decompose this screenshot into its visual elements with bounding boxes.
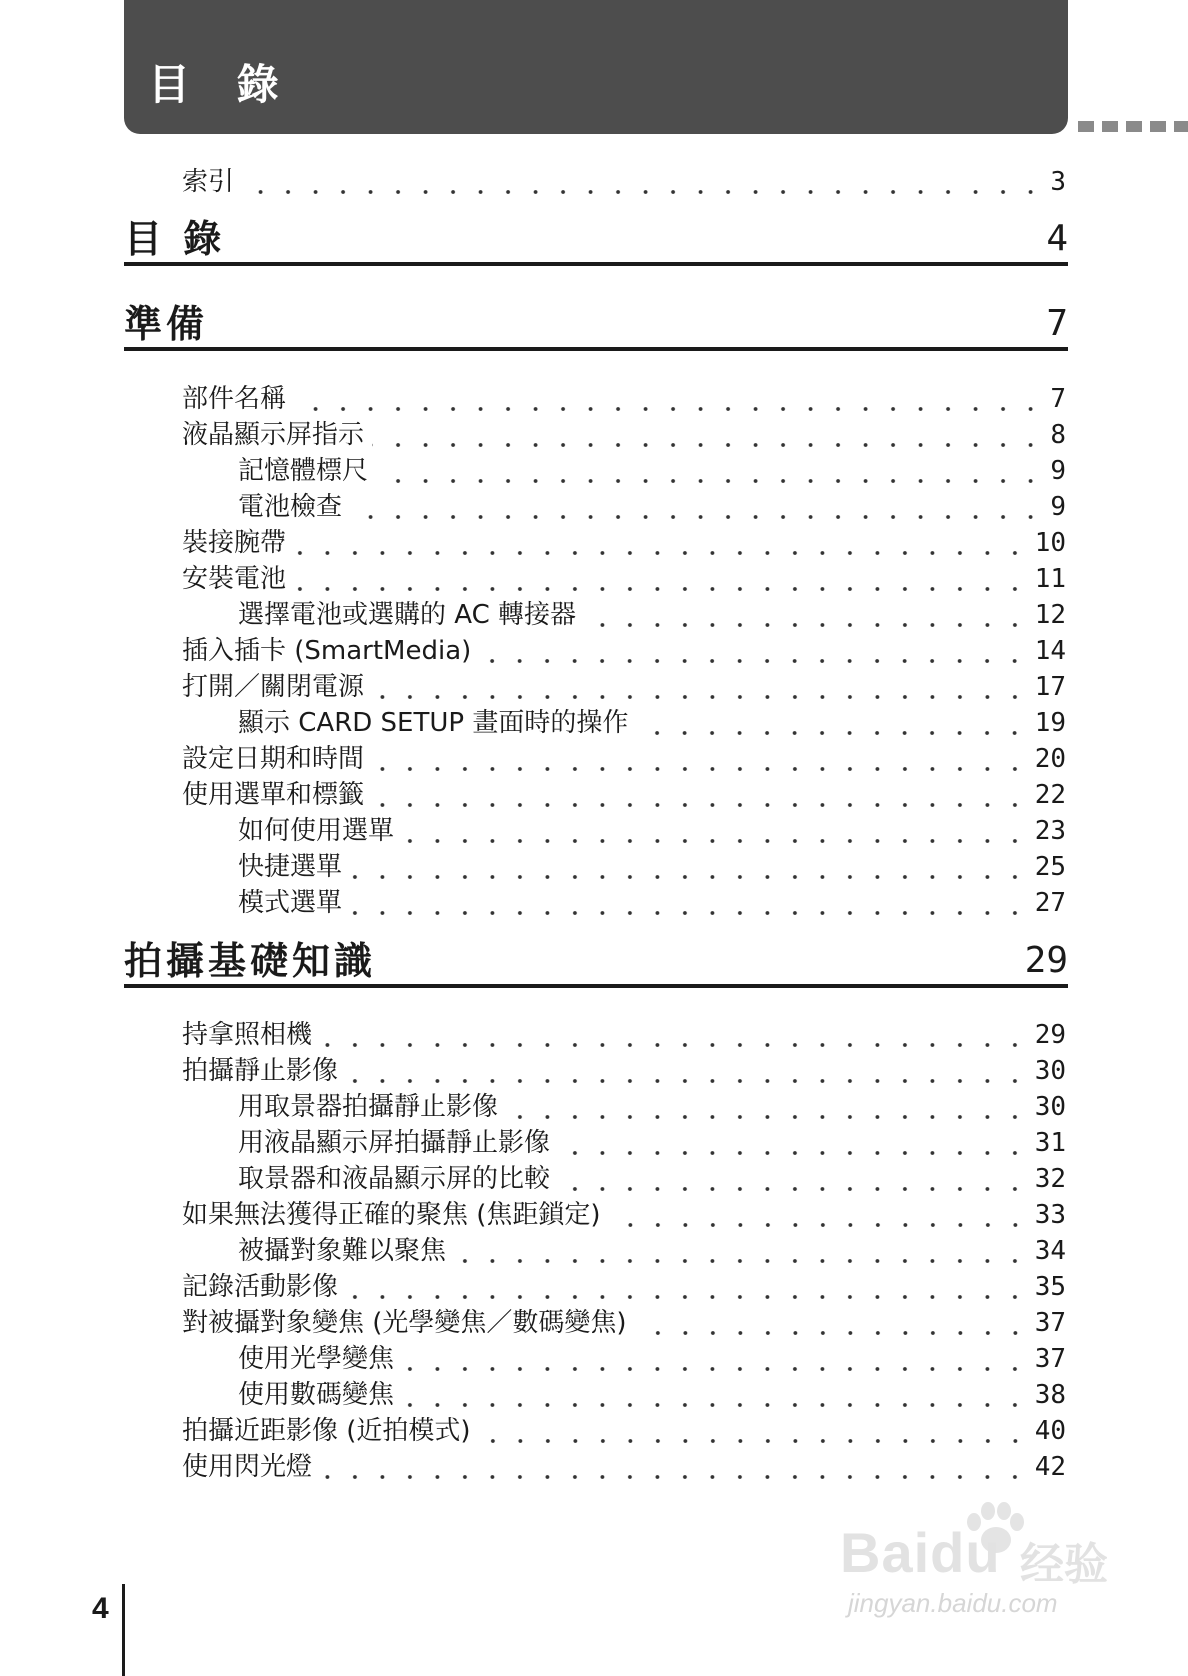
toc-entry[interactable] (182, 382, 1066, 416)
toc-entry-page: 23 (1034, 816, 1066, 846)
toc-entry-index[interactable] (182, 165, 1066, 199)
toc-entry-label: 打開／關閉電源 (182, 672, 365, 702)
leader-dots (346, 1268, 1029, 1302)
toc-entry-label: 選擇電池或選購的 AC 轉接器 (238, 600, 577, 630)
leader-dots (320, 1448, 1029, 1482)
toc-entry-label: 顯示 CARD SETUP 畫面時的操作 (238, 708, 629, 738)
page-number-divider (122, 1584, 125, 1676)
toc-entry[interactable] (182, 670, 1066, 704)
toc-entry-label: 拍攝靜止影像 (182, 1056, 339, 1086)
toc-subentry[interactable] (238, 850, 1066, 884)
toc-entry[interactable] (182, 1054, 1066, 1088)
toc-entry-page: 17 (1034, 672, 1066, 702)
toc-subentry[interactable] (238, 598, 1066, 632)
toc-entry-page: 9 (1050, 456, 1066, 486)
section-heading-shooting-basics[interactable] (124, 936, 1068, 988)
section-page: 4 (1046, 218, 1068, 259)
toc-entry-label: 用液晶顯示屏拍攝靜止影像 (238, 1128, 551, 1158)
leader-dots (635, 1304, 1029, 1338)
toc-subentry[interactable] (238, 1126, 1066, 1160)
toc-entry[interactable] (182, 634, 1066, 668)
toc-entry-page: 25 (1034, 852, 1066, 882)
leader-dots (346, 1052, 1029, 1086)
toc-entry[interactable] (182, 1306, 1066, 1340)
toc-entry-page: 37 (1034, 1308, 1066, 1338)
toc-subentry[interactable] (238, 886, 1066, 920)
toc-entry-page: 20 (1034, 744, 1066, 774)
leader-dots (402, 1376, 1029, 1410)
toc-entry-page: 34 (1034, 1236, 1066, 1266)
leader-dots (376, 452, 1044, 486)
toc-entry-page: 30 (1034, 1056, 1066, 1086)
toc-entry-page: 31 (1034, 1128, 1066, 1158)
leader-dots (320, 1016, 1029, 1050)
toc-entry-page: 40 (1034, 1416, 1066, 1446)
leader-dots (479, 1412, 1029, 1446)
leader-dots (372, 416, 1044, 450)
toc-subentry[interactable] (238, 1162, 1066, 1196)
toc-entry[interactable] (182, 778, 1066, 812)
leader-dots (294, 560, 1029, 594)
toc-entry-label: 模式選單 (238, 888, 343, 918)
toc-entry-label: 插入插卡 (SmartMedia) (182, 636, 472, 666)
toc-entry-page: 29 (1034, 1020, 1066, 1050)
toc-entry-page: 11 (1034, 564, 1066, 594)
section-title: 拍攝基礎知識 (124, 939, 377, 983)
toc-entry-label: 安裝電池 (182, 564, 287, 594)
leader-dots (636, 704, 1028, 738)
toc-entry-label: 對被攝對象變焦 (光學變焦／數碼變焦) (182, 1308, 627, 1338)
section-page: 29 (1024, 940, 1068, 981)
toc-subentry[interactable] (238, 1090, 1066, 1124)
toc-entry[interactable] (182, 1270, 1066, 1304)
leader-dots (479, 632, 1028, 666)
leader-dots (558, 1160, 1029, 1194)
toc-entry[interactable] (182, 526, 1066, 560)
toc-entry-page: 38 (1034, 1380, 1066, 1410)
leader-dots (350, 848, 1029, 882)
toc-entry-page: 35 (1034, 1272, 1066, 1302)
toc-entry-label: 取景器和液晶顯示屏的比較 (238, 1164, 551, 1194)
toc-entry[interactable] (182, 1414, 1066, 1448)
leader-dots (350, 884, 1029, 918)
toc-entry[interactable] (182, 418, 1066, 452)
toc-entry-label: 液晶顯示屏指示 (182, 420, 365, 450)
toc-subentry[interactable] (238, 454, 1066, 488)
toc-entry-page: 32 (1034, 1164, 1066, 1194)
leader-dots (558, 1124, 1029, 1158)
toc-entry[interactable] (182, 1198, 1066, 1232)
page-number: 4 (92, 1592, 109, 1625)
toc-entry-page: 3 (1050, 167, 1066, 197)
toc-entry-label: 如何使用選單 (238, 816, 395, 846)
section-heading-contents[interactable] (124, 214, 1068, 266)
baidu-watermark (840, 1500, 1120, 1620)
leader-dots (372, 668, 1029, 702)
toc-entry-label: 持拿照相機 (182, 1020, 313, 1050)
section-title: 目 錄 (124, 217, 226, 261)
leader-dots (372, 740, 1029, 774)
leader-dots (294, 524, 1029, 558)
toc-entry-page: 14 (1034, 636, 1066, 666)
toc-entry-label: 拍攝近距影像 (近拍模式) (182, 1416, 471, 1446)
toc-entry-label: 電池檢查 (238, 492, 343, 522)
toc-entry-page: 30 (1034, 1092, 1066, 1122)
toc-entry-page: 9 (1050, 492, 1066, 522)
leader-dots (372, 776, 1029, 810)
toc-entry-page: 27 (1034, 888, 1066, 918)
toc-entry-label: 設定日期和時間 (182, 744, 365, 774)
toc-entry-page: 7 (1050, 384, 1066, 414)
toc-entry-label: 使用選單和標籤 (182, 780, 365, 810)
toc-subentry[interactable] (238, 1342, 1066, 1376)
toc-entry-label: 用取景器拍攝靜止影像 (238, 1092, 499, 1122)
toc-entry-page: 8 (1050, 420, 1066, 450)
section-title: 準備 (124, 302, 209, 346)
toc-entry-page: 12 (1034, 600, 1066, 630)
watermark-cn: 经验 (1020, 1540, 1108, 1589)
toc-entry-page: 42 (1034, 1452, 1066, 1482)
leader-dots (402, 812, 1029, 846)
toc-entry-label: 使用數碼變焦 (238, 1380, 395, 1410)
toc-entry-page: 33 (1034, 1200, 1066, 1230)
leader-dots (506, 1088, 1029, 1122)
header-title: 目 錄 (148, 60, 295, 109)
toc-entry-page: 22 (1034, 780, 1066, 810)
toc-entry-label: 使用光學變焦 (238, 1344, 395, 1374)
leader-dots (609, 1196, 1029, 1230)
leader-dots (294, 380, 1044, 414)
toc-entry-label: 記錄活動影像 (182, 1272, 339, 1302)
toc-entry-label: 使用閃光燈 (182, 1452, 313, 1482)
toc-subentry[interactable] (238, 706, 1066, 740)
toc-entry-label: 快捷選單 (238, 852, 343, 882)
toc-entry-label: 記憶體標尺 (238, 456, 369, 486)
leader-dots (402, 1340, 1029, 1374)
section-heading-preparation[interactable] (124, 299, 1068, 351)
toc-subentry[interactable] (238, 814, 1066, 848)
toc-entry-label: 如果無法獲得正確的聚焦 (焦距鎖定) (182, 1200, 601, 1230)
toc-entry-label: 被攝對象難以聚焦 (238, 1236, 447, 1266)
toc-entry-page: 19 (1034, 708, 1066, 738)
toc-entry[interactable] (182, 1018, 1066, 1052)
leader-dots (584, 596, 1029, 630)
toc-entry-label: 裝接腕帶 (182, 528, 287, 558)
section-page: 7 (1046, 303, 1068, 344)
toc-entry-page: 10 (1034, 528, 1066, 558)
watermark-url: jingyan.baidu.com (848, 1588, 1058, 1618)
toc-subentry[interactable] (238, 1378, 1066, 1412)
toc-entry-label: 部件名稱 (182, 384, 287, 414)
toc-entry[interactable] (182, 742, 1066, 776)
toc-entry[interactable] (182, 1450, 1066, 1484)
toc-entry-page: 37 (1034, 1344, 1066, 1374)
toc-subentry[interactable] (238, 490, 1066, 524)
leader-dots (454, 1232, 1029, 1266)
toc-subentry[interactable] (238, 1234, 1066, 1268)
leader-dots (242, 163, 1044, 197)
toc-entry[interactable] (182, 562, 1066, 596)
watermark-brand: Baidu (840, 1521, 1001, 1584)
leader-dots (350, 488, 1044, 522)
toc-entry-label: 索引 (182, 167, 235, 197)
